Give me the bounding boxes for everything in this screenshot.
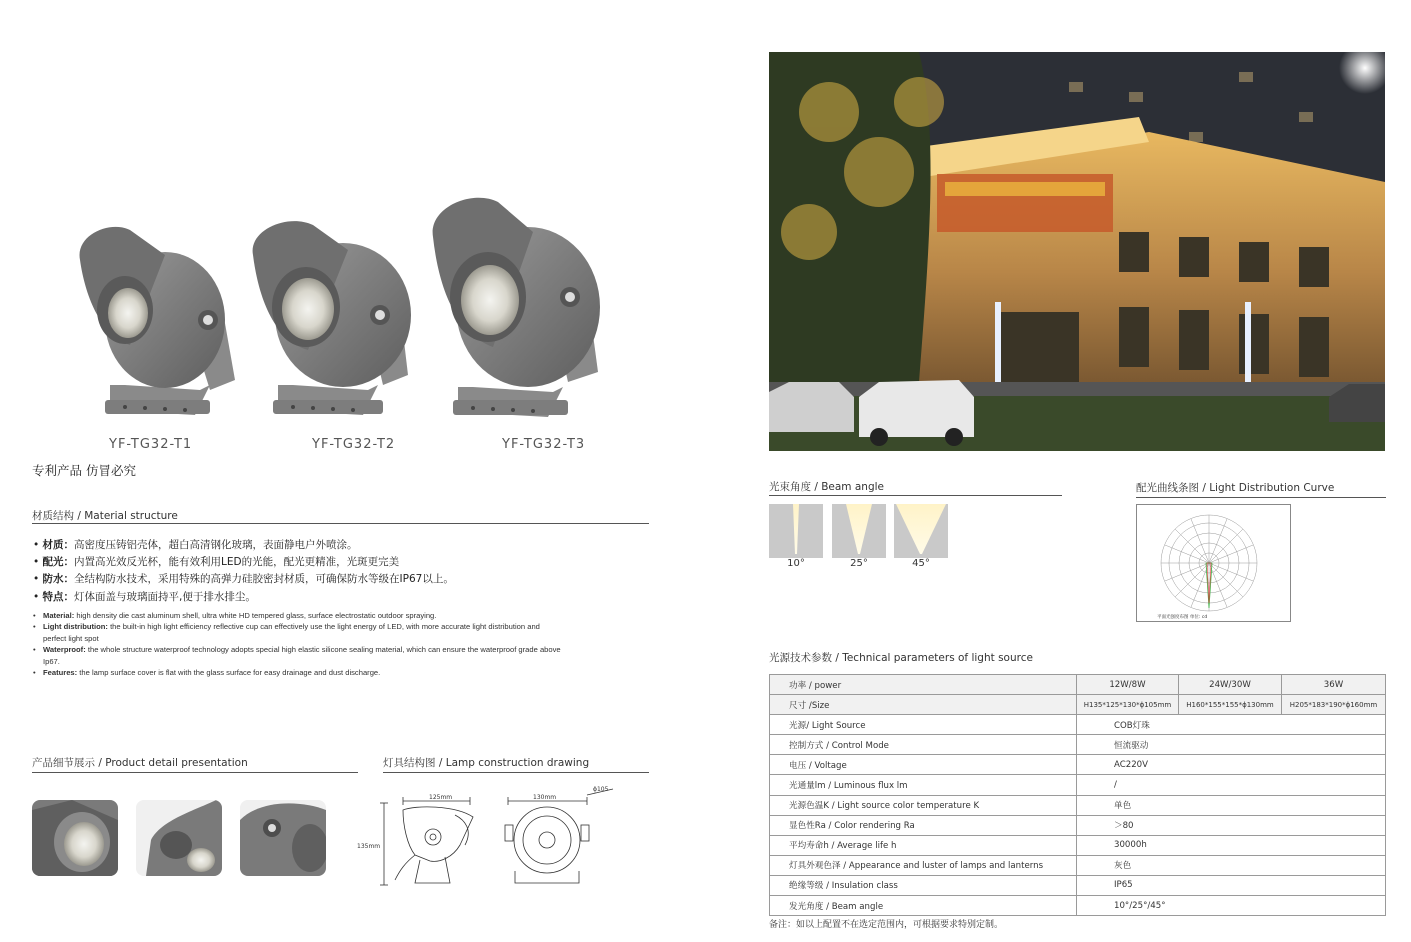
detail-thumb-3	[240, 800, 326, 876]
param-label: 电压 / Voltage	[770, 755, 1077, 775]
table-row	[770, 896, 1386, 916]
param-value: IP65	[1077, 875, 1386, 895]
param-value: /	[1077, 775, 1386, 795]
param-label: 光源/ Light Source	[770, 715, 1077, 735]
param-label: 光源色温K / Light source color temperature K	[770, 795, 1077, 815]
detail-thumb-1	[32, 800, 118, 876]
curve-caption: 平面光强度布图 单位: cd	[1157, 615, 1208, 620]
material-en-list	[33, 610, 563, 678]
param-label: 灯具外观色泽 / Appearance and luster of lamps and lanterns	[770, 855, 1077, 875]
beam-25-label: 25°	[850, 558, 868, 569]
material-en-item: • Light distribution: the built-in high light efficiency reflective cup can effectively use the light energy of LED, with more accurate light distribution and perfect light spot	[33, 621, 563, 644]
param-value: H135*125*130*ϕ105mm	[1077, 695, 1179, 715]
model-label-t1: YF-TG32-T1	[109, 437, 193, 452]
material-cn-item: • 配光：内置高光效反光杯，能有效利用LED的光能，配光更精准，光斑更完美	[33, 554, 653, 571]
table-row	[770, 755, 1386, 775]
param-label: 发光角度 / Beam angle	[770, 896, 1077, 916]
detail-section-title: 产品细节展示 / Product detail presentation	[32, 757, 248, 769]
beam-section-title: 光束角度 / Beam angle	[769, 481, 885, 493]
material-en-item: • Waterproof: the whole structure waterproof technology adopts special high elastic silicone sealing material, which can ensure the waterproof grade above Ip67.	[33, 644, 563, 667]
table-row	[770, 795, 1386, 815]
param-label: 功率 / power	[770, 675, 1077, 695]
model-label-t2: YF-TG32-T2	[312, 437, 396, 452]
material-section-title: 材质结构 / Material structure	[32, 510, 178, 522]
light-distribution-diagram	[1136, 504, 1291, 622]
table-row	[770, 855, 1386, 875]
param-value: 恒流驱动	[1077, 735, 1386, 755]
material-cn-item: • 特点：灯体面盖与玻璃面持平,便于排水排尘。	[33, 589, 653, 606]
model-label-t3: YF-TG32-T3	[502, 437, 586, 452]
construction-drawing	[355, 785, 645, 890]
drawing-divider	[383, 772, 649, 773]
param-label: 绝缘等级 / Insulation class	[770, 875, 1077, 895]
lamp-image-t1	[70, 215, 240, 425]
param-value: H160*155*155*ϕ130mm	[1179, 695, 1282, 715]
lamp-image-t3	[428, 192, 608, 427]
table-row	[770, 815, 1386, 835]
material-cn-list	[33, 537, 653, 606]
param-label: 控制方式 / Control Mode	[770, 735, 1077, 755]
table-row	[770, 675, 1386, 695]
material-cn-item: • 防水：全结构防水技术，采用特殊的高弹力硅胶密封材质，可确保防水等级在IP67以上。	[33, 571, 653, 588]
dim-diameter-label: ϕ105	[593, 786, 609, 793]
patent-notice: 专利产品 仿冒必究	[32, 463, 136, 478]
table-row	[770, 695, 1386, 715]
beam-10-icon	[769, 504, 823, 558]
beam-25-icon	[832, 504, 886, 558]
drawing-section-title: 灯具结构图 / Lamp construction drawing	[383, 757, 590, 769]
param-label: 尺寸 /Size	[770, 695, 1077, 715]
param-label: 光通量lm / Luminous flux lm	[770, 775, 1077, 795]
material-cn-item: • 材质：高密度压铸铝壳体，超白高清钢化玻璃，表面静电户外喷涂。	[33, 537, 653, 554]
beam-45-label: 45°	[912, 558, 930, 569]
application-photo	[769, 52, 1385, 451]
params-section-title: 光源技术参数 / Technical parameters of light source	[769, 652, 1033, 664]
param-value: 36W	[1282, 675, 1386, 695]
technical-params-table	[769, 674, 1386, 916]
material-en-item: • Features: the lamp surface cover is flat with the glass surface for easy drainage and dust discharge.	[33, 667, 563, 678]
lamp-image-t2	[248, 215, 418, 425]
param-value: 30000h	[1077, 835, 1386, 855]
param-value: 10°/25°/45°	[1077, 896, 1386, 916]
params-note: 备注：如以上配置不在选定范围内，可根据要求特别定制。	[769, 920, 1004, 930]
table-row	[770, 875, 1386, 895]
param-value: 24W/30W	[1179, 675, 1282, 695]
detail-thumb-2	[136, 800, 222, 876]
param-value: AC220V	[1077, 755, 1386, 775]
curve-section-title: 配光曲线条图 / Light Distribution Curve	[1136, 482, 1335, 494]
detail-divider	[32, 772, 358, 773]
material-divider	[32, 523, 649, 524]
beam-10-label: 10°	[787, 558, 805, 569]
param-value: ＞80	[1077, 815, 1386, 835]
param-label: 显色性Ra / Color rendering Ra	[770, 815, 1077, 835]
param-value: COB灯珠	[1077, 715, 1386, 735]
param-value: 单色	[1077, 795, 1386, 815]
param-value: 灰色	[1077, 855, 1386, 875]
table-row	[770, 835, 1386, 855]
curve-divider	[1136, 497, 1386, 498]
dim-front-label: 130mm	[533, 794, 557, 801]
table-row	[770, 715, 1386, 735]
dim-height-label: 135mm	[357, 843, 381, 850]
material-en-item: • Material: high density die cast aluminum shell, ultra white HD tempered glass, surface electrostatic outdoor spraying.	[33, 610, 563, 621]
table-row	[770, 775, 1386, 795]
dim-width-label: 125mm	[429, 794, 453, 801]
param-label: 平均寿命h / Average life h	[770, 835, 1077, 855]
beam-45-icon	[894, 504, 948, 558]
beam-divider	[769, 495, 1062, 496]
param-value: H205*183*190*ϕ160mm	[1282, 695, 1386, 715]
param-value: 12W/8W	[1077, 675, 1179, 695]
table-row	[770, 735, 1386, 755]
